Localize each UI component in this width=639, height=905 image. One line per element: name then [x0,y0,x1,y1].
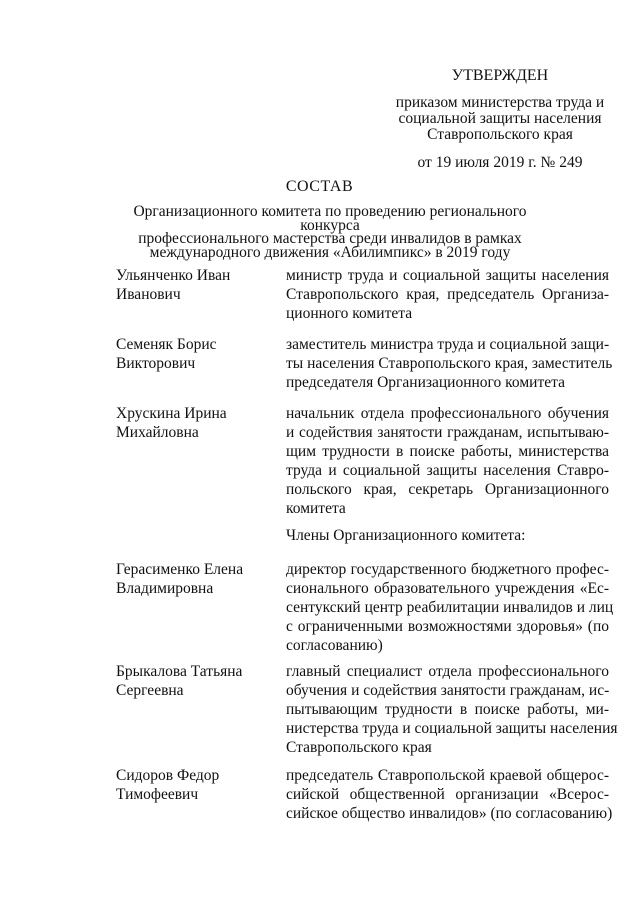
role-line: Ставропольского края, председатель Организа- [286,286,609,303]
role-line: сийское общество инвалидов» (по согласованию) [286,805,613,822]
name-line: Викторович [116,355,196,372]
name-line: Сидоров Федор [116,767,220,784]
document-title: СОСТАВ [285,178,354,195]
member-role [286,404,609,518]
member-role [286,335,613,392]
role-line: комитета [286,500,346,517]
subtitle-line: профессионального мастерства среди инвалидов в рамках [138,230,522,247]
name-line: Тимофеевич [116,786,199,803]
role-line: польского края, секретарь Организационного [286,481,609,498]
role-line: пытывающим трудности в поиске работы, ми- [286,701,609,718]
role-line: сийской общественной организации «Всерос- [286,786,609,803]
member-name [116,404,276,442]
member-name [116,662,276,700]
member-role [286,266,609,323]
role-line: министр труда и социальной защиты населения [286,267,609,284]
members-heading: Члены Организационного комитета: [286,527,526,544]
member-name [116,766,276,804]
role-line: сентукский центр реабилитации инвалидов и лиц [286,599,614,616]
role-line: сионального образовательного учреждения «Ес- [286,580,609,597]
role-line: директор государственного бюджетного профес- [286,561,609,578]
role-line: Ставропольского края [286,739,432,756]
role-line: и содействия занятости гражданам, испытываю- [286,424,609,441]
subtitle-line: Организационного комитета по проведению регионального конкурса [133,203,527,234]
role-line: ционного комитета [286,305,413,322]
approval-line: приказом министерства труда и [395,94,605,111]
name-line: Семеняк Борис [116,336,217,353]
role-line: труда и социальной защиты населения Ставро- [286,462,609,479]
approval-line: Ставропольского края [427,126,573,143]
role-line: заместитель министра труда и социальной защи- [286,336,610,353]
member-name [116,560,276,598]
role-line: председатель Ставропольской краевой общерос- [286,767,609,784]
member-name [116,266,276,304]
name-line: Ульянченко Иван [116,267,231,284]
name-line: Сергеевна [116,682,184,699]
role-line: главный специалист отдела профессионального [286,663,609,680]
member-role [286,560,614,655]
approval-title: УТВЕРЖДЕН [451,67,549,84]
subtitle-line: международного движения «Абилимпикс» в 2019 году [149,243,511,261]
approval-date: от 19 июля 2019 г. № 249 [417,154,583,171]
role-line: согласованию) [286,637,383,654]
name-line: Хрускина Ирина [116,405,227,422]
name-line: Герасименко Елена [116,561,244,578]
role-line: председателя Организационного комитета [286,374,565,391]
role-line: начальник отдела профессионального обучения [286,405,609,422]
name-line: Брыкалова Татьяна [116,663,243,680]
role-line: щим трудности в поиске работы, министерства [286,443,609,460]
member-role [286,662,618,757]
name-line: Михайловна [116,424,199,441]
approval-block [380,68,620,171]
role-line: с ограниченными возможностями здоровья» (по [286,618,609,635]
member-name [116,335,276,373]
member-role [286,766,613,823]
approval-line: социальной защиты населения [398,110,602,127]
name-line: Иванович [116,286,181,303]
role-line: ты населения Ставропольского края, заместитель [286,355,613,372]
role-line: обучения и содействия занятости гражданам, ис- [286,682,610,699]
document-subtitle [120,205,540,259]
role-line: нистерства труда и социальной защиты населения [286,720,618,737]
name-line: Владимировна [116,580,214,597]
